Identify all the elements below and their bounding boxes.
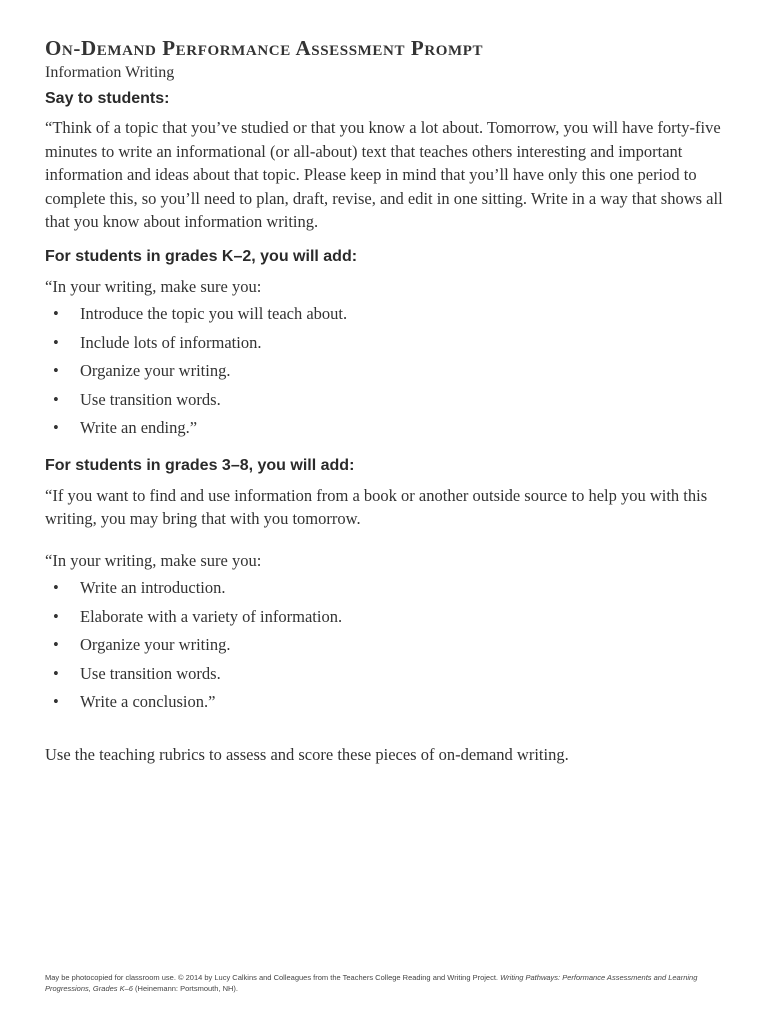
list-item: • Introduce the topic you will teach about. [53,300,735,329]
g38-checklist [45,574,735,717]
document-page [45,36,735,766]
grades-k2-heading: For students in grades K–2, you will add: [45,247,358,265]
footer-suffix: (Heinemann: Portsmouth, NH). [132,984,239,993]
list-item: • Use transition words. [53,386,735,415]
outside-source-note: “If you want to find and use information from a book or another outside source to help you with this writing, you may bring that with you tomorrow. [45,485,708,528]
grades-3-8-heading: For students in grades 3–8, you will add: [45,456,355,474]
list-item: • Organize your writing. [53,357,735,386]
k2-lead: “In your writing, make sure you: [45,276,262,296]
footer-prefix: May be photocopied for classroom use. © 2014 by Lucy Calkins and Colleagues from the Teachers College Reading and Writing Project. [45,973,501,982]
copyright-footer [45,972,725,994]
list-item: • Organize your writing. [53,631,735,660]
closing-instruction: Use the teaching rubrics to assess and score these pieces of on-demand writing. [45,744,569,764]
list-item: • Write a conclusion.” [53,688,735,717]
list-item: • Write an introduction. [53,574,735,603]
list-item: • Write an ending.” [53,414,735,443]
footer-book-title: Writing Pathways: Performance Assessments and Learning Progressions, Grades K–6 [45,973,698,993]
page-subtitle: Information Writing [45,64,175,81]
list-item: • Elaborate with a variety of information. [53,603,735,632]
k2-checklist [45,300,735,443]
intro-paragraph: “Think of a topic that you’ve studied or that you know a lot about. Tomorrow, you will have forty-five minutes to write an informational (or all-about) text that teaches others interesting and important information and ideas about that topic. Please keep in mind that you’ll have only this one period to complete this, so you’ll need to plan, draft, revise, and edit in one sitting. Write in a way that shows all that you know about information writing. [45,118,723,231]
list-item: • Include lots of information. [53,329,735,358]
page-title: On-Demand Performance Assessment Prompt [45,36,484,60]
list-item: • Use transition words. [53,660,735,689]
g38-lead: “In your writing, make sure you: [45,550,262,570]
say-to-students-heading: Say to students: [45,90,170,107]
